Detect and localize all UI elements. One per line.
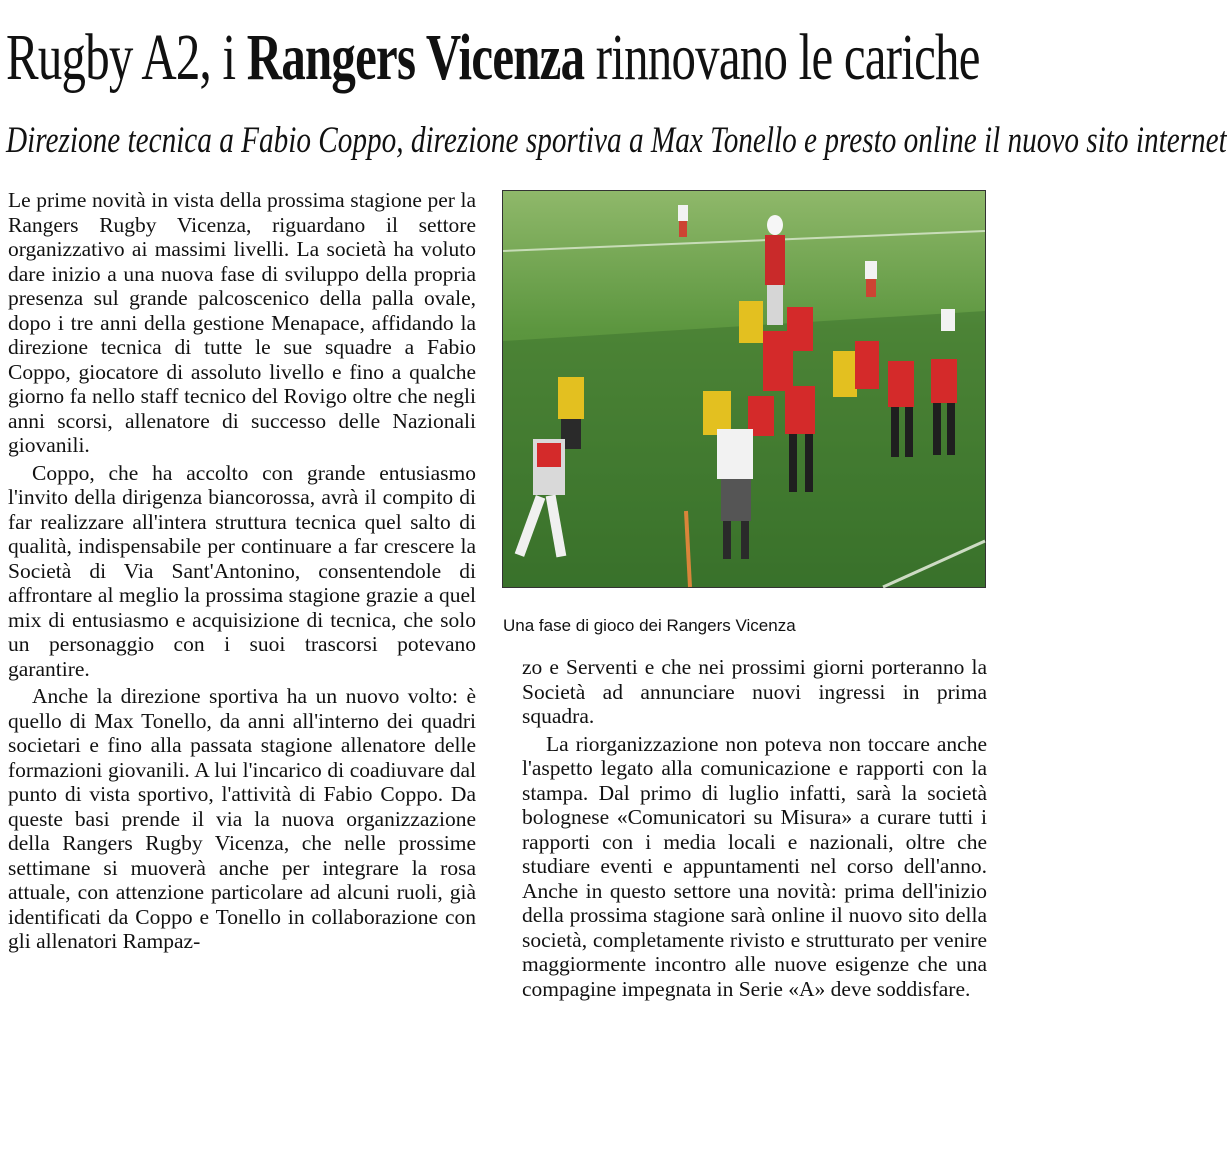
rugby-lineout-photo xyxy=(502,190,986,588)
article-paragraph: La riorganizzazione non poteva non toccare anche l'aspetto legato alla comunicazione e rapporti con la stampa. Dal primo di luglio infatti, sarà la società bolognese «Comunicatori su Misura» a curare tutti i rapporti con i media locali e nazionali, oltre che studiare eventi e appuntamenti nel corso dell'anno. Anche in questo settore una novità: prima dell'inizio della prossima stagione sarà online il nuovo sito della società, completamente rivisto e strutturato per venire maggiormente incontro alle nuove esigenze che una compagine impegnata in Serie «A» deve soddisfare. xyxy=(522,731,987,1001)
headline-part2: rinnovano le cariche xyxy=(584,21,980,94)
subheadline: Direzione tecnica a Fabio Coppo, direzione sportiva a Max Tonello e presto online il nuovo sito internet xyxy=(6,120,1227,161)
article-column-right xyxy=(522,655,987,1001)
headline-part1: Rugby A2, i xyxy=(6,21,247,94)
article-paragraph: Le prime novità in vista della prossima stagione per la Rangers Rugby Vicenza, riguardano il settore organizzativo ai massimi livelli. La società ha voluto dare inizio a una nuova fase di sviluppo della propria presenza sul grande palcoscenico della palla ovale, dopo i tre anni della gestione Menapace, affidando la direzione tecnica di tutte le sue squadre a Fabio Coppo, giocatore di assoluto livello e fino a qualche giorno fa nello staff tecnico del Rovigo oltre che negli anni scorsi, allenatore di successo delle Nazionali giovanili. xyxy=(8,188,476,457)
headline-team-name: Rangers Vicenza xyxy=(246,21,585,94)
rugby-photo-illustration xyxy=(503,191,985,587)
article-paragraph: Anche la direzione sportiva ha un nuovo volto: è quello di Max Tonello, da anni all'interno dei quadri societari e fino alla passata stagione allenatore delle formazioni giovanili. A lui l'incarico di coadiuvare dal punto di vista sportivo, l'attività di Fabio Coppo. Da queste basi prende il via la nuova organizzazione della Rangers Rugby Vicenza, che nelle prossime settimane si muoverà anche per integrare la rosa attuale, con attenzione particolare ad alcuni ruoli, già identificati da Coppo e Tonello in collaborazione con gli allenatori Rampaz- xyxy=(8,684,476,953)
article-paragraph: zo e Serventi e che nei prossimi giorni porteranno la Società ad annunciare nuovi ingressi in prima squadra. xyxy=(522,655,987,728)
article-paragraph: Coppo, che ha accolto con grande entusiasmo l'invito della dirigenza biancorossa, avrà il compito di far realizzare all'intera struttura tecnica quel salto di qualità, indispensabile per continuare a far crescere la Società di Via Sant'Antonino, consentendole di affrontare al meglio la prossima stagione grazie a quel mix di entusiasmo e acquisizione di tecnica, che solo un personaggio con i suoi trascorsi potevano garantire. xyxy=(8,460,476,681)
photo-caption: Una fase di gioco dei Rangers Vicenza xyxy=(503,616,796,635)
headline xyxy=(6,18,980,98)
article-column-left xyxy=(8,188,476,954)
